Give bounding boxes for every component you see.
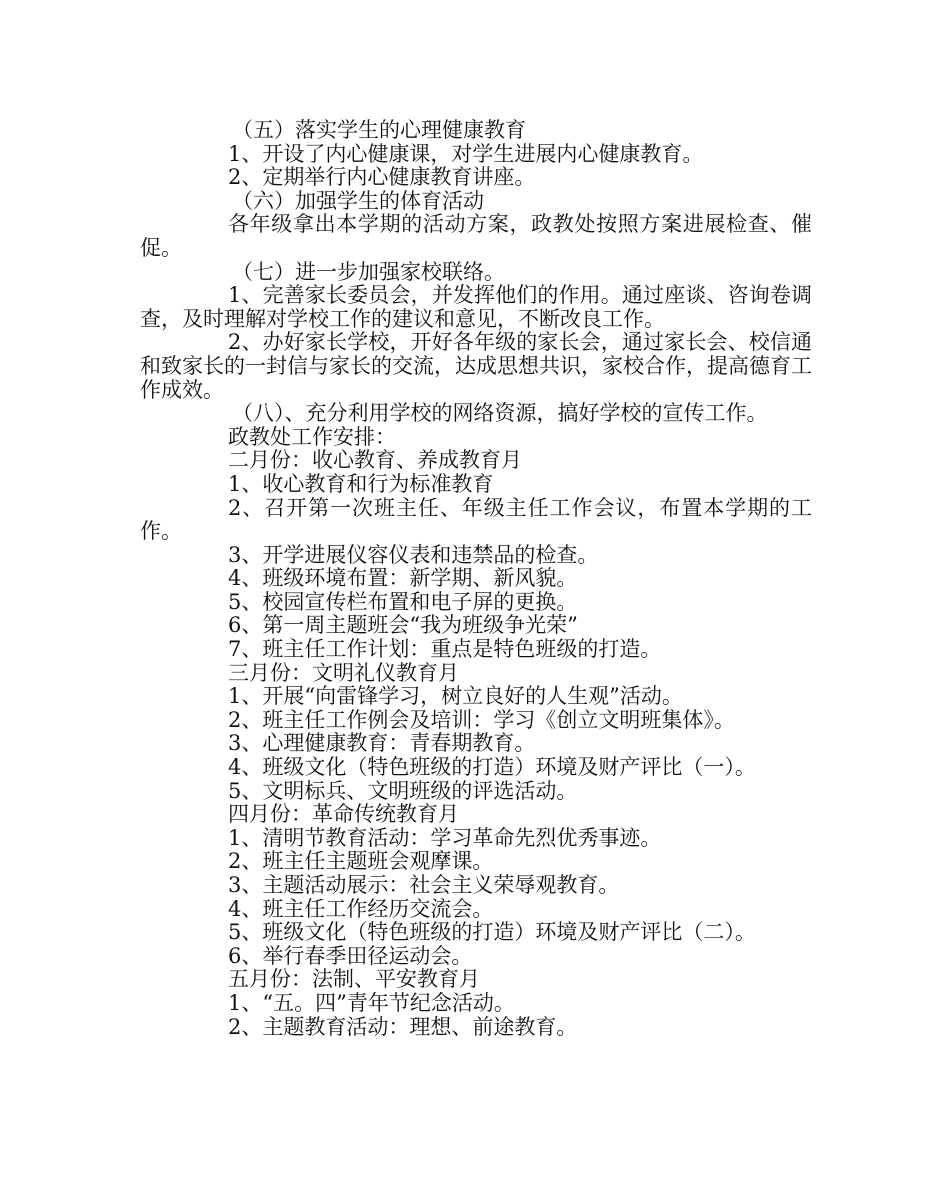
paragraph: 4、班级环境布置：新学期、新风貌。 bbox=[228, 566, 578, 591]
paragraph: 5、班级文化（特色班级的打造）环境及财产评比（二）。 bbox=[228, 920, 756, 945]
paragraph: 2、班主任工作例会及培训：学习《创立文明班集体》。 bbox=[228, 707, 735, 732]
paragraph: 2、召开第一次班主任、年级主任工作会议，布置本学期的工作。 bbox=[140, 495, 812, 544]
section-heading: （八）、充分利用学校的网络资源，搞好学校的宣传工作。 bbox=[232, 401, 768, 426]
month-heading: 四月份：革命传统教育月 bbox=[228, 802, 459, 827]
paragraph: 各年级拿出本学期的活动方案，政教处按照方案进展检查、催促。 bbox=[140, 212, 812, 260]
section-heading: （六）加强学生的体育活动 bbox=[232, 188, 484, 213]
document-body bbox=[140, 119, 812, 1039]
paragraph: 5、文明标兵、文明班级的评选活动。 bbox=[228, 778, 578, 803]
paragraph: 4、班主任工作经历交流会。 bbox=[228, 896, 494, 921]
paragraph: 2、办好家长学校，开好各年级的家长会，通过家长会、校信通和致家长的一封信与家长的交流，达成思想共识，家校合作，提高德育工作成效。 bbox=[140, 330, 812, 402]
paragraph: 3、心理健康教育：青春期教育。 bbox=[228, 731, 536, 756]
paragraph: 5、校园宣传栏布置和电子屏的更换。 bbox=[228, 589, 578, 614]
paragraph: 1、清明节教育活动：学习革命先烈优秀事迹。 bbox=[228, 825, 662, 850]
paragraph: 2、定期举行内心健康教育讲座。 bbox=[228, 165, 536, 190]
paragraph: 4、班级文化（特色班级的打造）环境及财产评比（一）。 bbox=[228, 755, 756, 780]
paragraph: 6、第一周主题班会“我为班级争光荣” bbox=[228, 613, 578, 638]
month-heading: 五月份：法制、平安教育月 bbox=[228, 967, 480, 992]
subheading: 政教处工作安排： bbox=[228, 424, 396, 449]
month-heading: 三月份：文明礼仪教育月 bbox=[228, 660, 459, 685]
paragraph: 6、举行春季田径运动会。 bbox=[228, 943, 473, 968]
paragraph: 1、完善家长委员会，并发挥他们的作用。通过座谈、咨询卷调查，及时理解对学校工作的建议和意见，不断改良工作。 bbox=[140, 283, 812, 331]
paragraph: 3、主题活动展示：社会主义荣辱观教育。 bbox=[228, 873, 620, 897]
paragraph: 1、“五。四”青年节纪念活动。 bbox=[228, 990, 515, 1015]
section-heading: （五）落实学生的心理健康教育 bbox=[232, 118, 526, 142]
paragraph: 1、开设了内心健康课，对学生进展内心健康教育。 bbox=[228, 141, 704, 166]
paragraph: 1、开展“向雷锋学习，树立良好的人生观”活动。 bbox=[228, 684, 683, 709]
paragraph: 2、主题教育活动：理想、前途教育。 bbox=[228, 1014, 578, 1039]
paragraph: 1、收心教育和行为标准教育 bbox=[228, 471, 494, 496]
paragraph: 7、班主任工作计划：重点是特色班级的打造。 bbox=[228, 637, 662, 662]
month-heading: 二月份：收心教育、养成教育月 bbox=[228, 448, 522, 473]
paragraph: 3、开学进展仪容仪表和违禁品的检查。 bbox=[228, 542, 599, 567]
section-heading: （七）进一步加强家校联络。 bbox=[232, 259, 505, 284]
paragraph: 2、班主任主题班会观摩课。 bbox=[228, 849, 494, 874]
